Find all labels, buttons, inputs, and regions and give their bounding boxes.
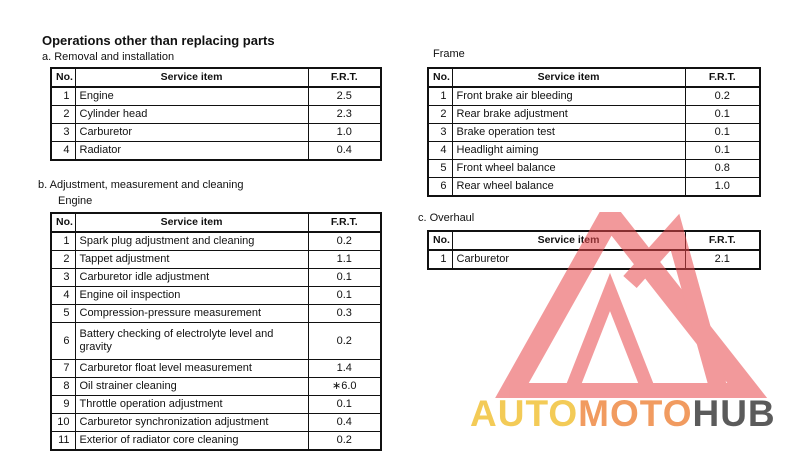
service-item: Engine <box>75 87 308 106</box>
row-number: 7 <box>51 360 75 378</box>
service-item: Tappet adjustment <box>75 251 308 269</box>
table-row <box>51 269 381 287</box>
frt-value: 0.8 <box>685 160 760 178</box>
frt-value: 0.2 <box>685 87 760 106</box>
frt-value: 0.2 <box>308 432 381 451</box>
row-number: 1 <box>428 87 452 106</box>
table-row <box>428 124 760 142</box>
table-row <box>51 378 381 396</box>
table-row <box>51 432 381 451</box>
service-item: Brake operation test <box>452 124 685 142</box>
adjustment-table <box>50 212 382 451</box>
frt-value: ∗6.0 <box>308 378 381 396</box>
frt-value: 0.4 <box>308 414 381 432</box>
service-item: Headlight aiming <box>452 142 685 160</box>
table-row <box>51 124 381 142</box>
page-title: Operations other than replacing parts <box>42 33 275 48</box>
watermark-auto: AUTO <box>470 393 579 434</box>
frt-value: 0.3 <box>308 305 381 323</box>
row-number: 4 <box>51 287 75 305</box>
frt-value: 0.1 <box>685 142 760 160</box>
frame-table <box>427 67 761 197</box>
watermark-hub: HUB <box>692 393 776 434</box>
service-item: Front brake air bleeding <box>452 87 685 106</box>
table-row <box>428 87 760 106</box>
service-item: Carburetor idle adjustment <box>75 269 308 287</box>
frt-value: 2.5 <box>308 87 381 106</box>
watermark-moto: MOTO <box>578 393 693 434</box>
col-no-header: No. <box>51 213 75 232</box>
frt-value: 0.1 <box>308 396 381 414</box>
row-number: 4 <box>51 142 75 161</box>
row-number: 2 <box>51 106 75 124</box>
table-row <box>51 142 381 161</box>
frt-value: 0.1 <box>308 269 381 287</box>
table-row <box>51 360 381 378</box>
row-number: 3 <box>51 124 75 142</box>
col-item-header: Service item <box>75 68 308 87</box>
frt-value: 1.0 <box>308 124 381 142</box>
col-frt-header: F.R.T. <box>308 213 381 232</box>
service-item: Radiator <box>75 142 308 161</box>
service-item: Spark plug adjustment and cleaning <box>75 232 308 251</box>
table-row <box>51 396 381 414</box>
col-frt-header: F.R.T. <box>308 68 381 87</box>
service-item: Cylinder head <box>75 106 308 124</box>
table-row <box>51 414 381 432</box>
service-item: Battery checking of electrolyte level and gravity <box>75 323 308 360</box>
frt-value: 1.1 <box>308 251 381 269</box>
service-item: Carburetor <box>75 124 308 142</box>
triangle-inner-icon <box>570 292 650 394</box>
frt-value: 2.3 <box>308 106 381 124</box>
table-row <box>51 87 381 106</box>
service-item: Rear wheel balance <box>452 178 685 197</box>
frame-subheading: Frame <box>433 48 465 60</box>
table-row <box>428 178 760 197</box>
section-b-heading: b. Adjustment, measurement and cleaning <box>38 179 244 191</box>
row-number: 3 <box>428 124 452 142</box>
table-row <box>51 323 381 360</box>
col-item-header: Service item <box>75 213 308 232</box>
table-row <box>51 287 381 305</box>
service-item: Carburetor synchronization adjustment <box>75 414 308 432</box>
table-row <box>428 106 760 124</box>
frt-value: 0.1 <box>685 124 760 142</box>
frt-value: 0.2 <box>308 323 381 360</box>
table-row <box>428 160 760 178</box>
row-number: 4 <box>428 142 452 160</box>
frt-value: 0.1 <box>685 106 760 124</box>
service-item: Oil strainer cleaning <box>75 378 308 396</box>
col-no-header: No. <box>428 68 452 87</box>
table-row <box>51 232 381 251</box>
frt-value: 2.1 <box>685 250 760 269</box>
table-row <box>51 106 381 124</box>
row-number: 2 <box>428 106 452 124</box>
table-row <box>428 142 760 160</box>
row-number: 11 <box>51 432 75 451</box>
table-row <box>51 251 381 269</box>
col-frt-header: F.R.T. <box>685 231 760 250</box>
row-number: 6 <box>428 178 452 197</box>
row-number: 5 <box>51 305 75 323</box>
watermark-logo <box>480 212 780 398</box>
service-item: Carburetor float level measurement <box>75 360 308 378</box>
service-item: Exterior of radiator core cleaning <box>75 432 308 451</box>
row-number: 2 <box>51 251 75 269</box>
removal-table <box>50 67 382 161</box>
service-item: Front wheel balance <box>452 160 685 178</box>
engine-subheading: Engine <box>58 195 93 207</box>
col-no-header: No. <box>428 231 452 250</box>
row-number: 9 <box>51 396 75 414</box>
col-frt-header: F.R.T. <box>685 68 760 87</box>
section-c-heading: c. Overhaul <box>418 212 475 224</box>
frt-value: 0.1 <box>308 287 381 305</box>
service-item: Carburetor <box>452 250 685 269</box>
service-item: Throttle operation adjustment <box>75 396 308 414</box>
section-a-heading: a. Removal and installation <box>42 51 175 63</box>
row-number: 1 <box>51 87 75 106</box>
service-item: Engine oil inspection <box>75 287 308 305</box>
row-number: 6 <box>51 323 75 360</box>
row-number: 1 <box>51 232 75 251</box>
col-item-header: Service item <box>452 68 685 87</box>
frt-value: 0.2 <box>308 232 381 251</box>
frt-value: 1.4 <box>308 360 381 378</box>
row-number: 10 <box>51 414 75 432</box>
frt-value: 1.0 <box>685 178 760 197</box>
row-number: 3 <box>51 269 75 287</box>
row-number: 5 <box>428 160 452 178</box>
watermark-text <box>470 393 776 435</box>
row-number: 1 <box>428 250 452 269</box>
service-item: Rear brake adjustment <box>452 106 685 124</box>
col-no-header: No. <box>51 68 75 87</box>
col-item-header: Service item <box>452 231 685 250</box>
table-row <box>51 305 381 323</box>
row-number: 8 <box>51 378 75 396</box>
frt-value: 0.4 <box>308 142 381 161</box>
service-item: Compression-pressure measurement <box>75 305 308 323</box>
